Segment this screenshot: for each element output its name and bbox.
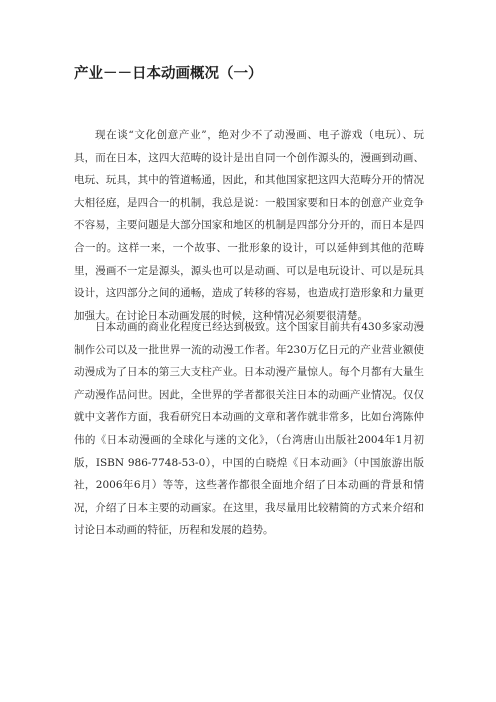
paragraph: 日本动画的商业化程度已经达到极致。这个国家目前共有430多家动漫制作公司以及一批世界一流的动漫工作者。年230万亿日元的产业营业额使动漫成为了日本的第三大支柱产业。日本动漫产量惊人。每个月都有大量生产动漫作品问世。因此，全世界的学者都很关注日本的动画产业情况。仅仅就中文著作方面，我看研究日本动画的文章和著作就非常多，比如台湾陈仲伟的《日本动漫画的全球化与迷的文化》，（台湾唐山出版社2004年1月初版，ISBN 986-7748-53-0），中国的白晓煌《日本动画》（中国旅游出版社，2006年6月）等等，这些著作都很全面地介绍了日本动画的背景和情况，介绍了日本主要的动画家。在这里，我尽量用比较精简的方式来介绍和讨论日本动画的特征，历程和发展的趋势。: [74, 321, 424, 537]
paragraph: 现在谈“文化创意产业”，绝对少不了动漫画、电子游戏（电玩）、玩具，而在日本，这四大范畴的设计是出自同一个创作源头的，漫画到动画、电玩、玩具，其中的管道畅通，因此，和其他国家把这四大范畴分开的情况大相径庭，是四合一的机制，我总是说：一般国家要和日本的创意产业竞争不容易，主要问题是大部分国家和地区的机制是四部分分开的，而日本是四合一的。这样一来，一个故事、一批形象的设计，可以延伸到其他的范畴里，漫画不一定是源头，源头也可以是动画、可以是电玩设计、可以是玩具设计，这四部分之间的通畅，造成了转移的容易，也造成打造形象和力量更加强大。在讨论日本动画发展的时候，这种情况必须要很清楚。: [74, 129, 424, 322]
document-title: 产业－－日本动画概况（一）: [74, 65, 263, 82]
